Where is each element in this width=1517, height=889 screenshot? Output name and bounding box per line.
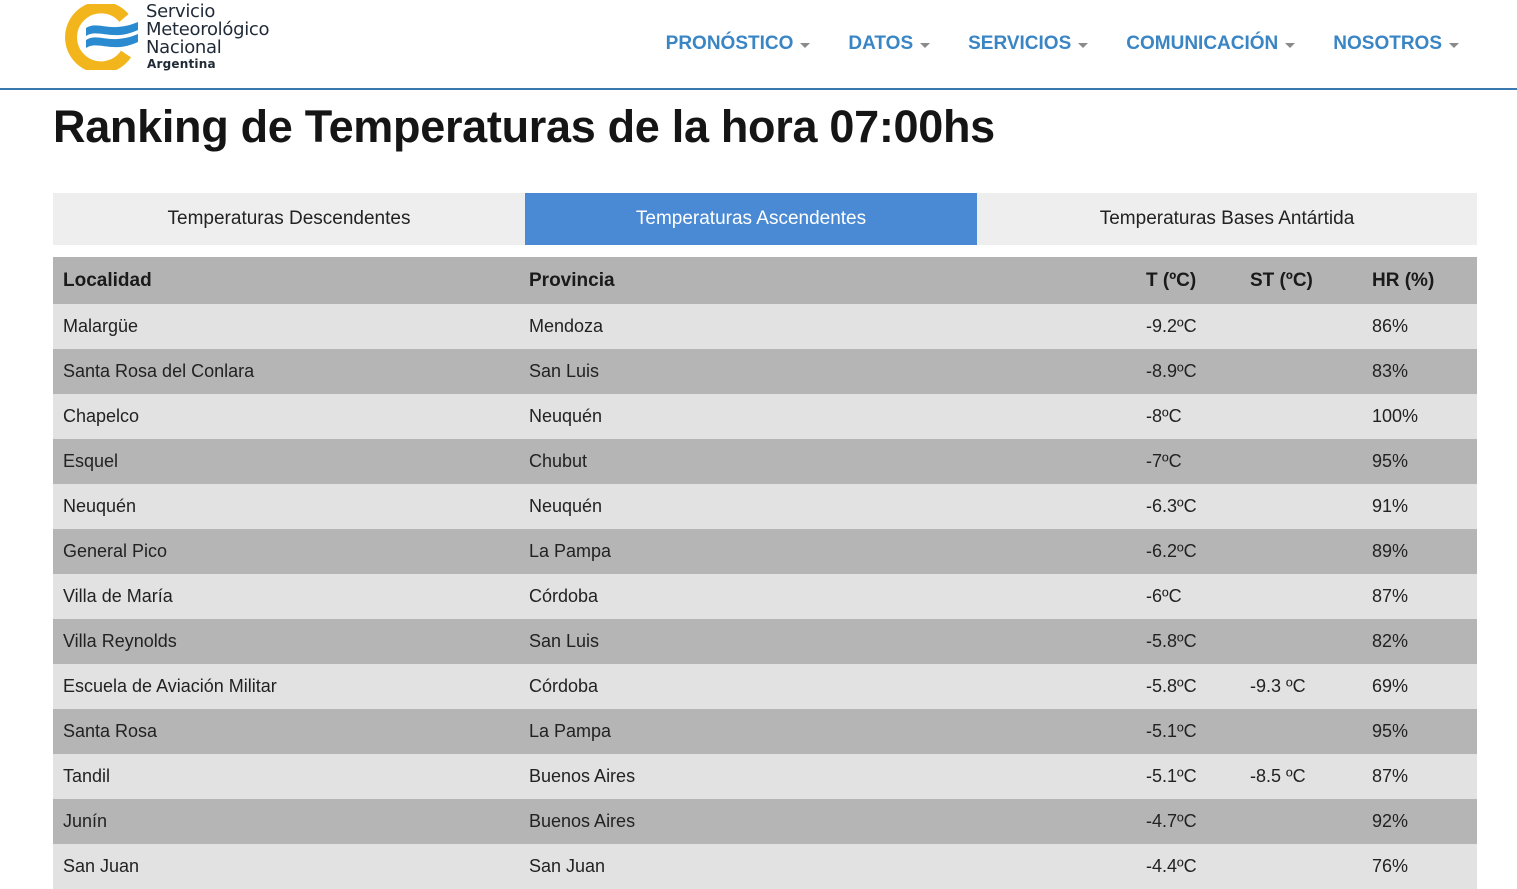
logo-wordmark	[146, 3, 269, 71]
cell-temperatura: -7ºC	[1146, 451, 1182, 471]
cell-provincia: Neuquén	[529, 496, 603, 516]
tab-temperaturas-ascendentes[interactable]: Temperaturas Ascendentes	[525, 193, 977, 245]
caret-down-icon	[920, 43, 930, 48]
cell-humedad: 100%	[1372, 406, 1419, 426]
table-row	[53, 619, 1477, 664]
ranking-table-wrapper	[53, 257, 1477, 889]
smn-logo-icon	[64, 4, 140, 70]
cell-provincia: Chubut	[529, 451, 588, 471]
nav-item-label: PRONÓSTICO	[665, 33, 794, 54]
cell-provincia: Buenos Aires	[529, 811, 636, 831]
table-body	[53, 304, 1477, 889]
cell-sensacion-termica	[1240, 529, 1362, 574]
cell-localidad: Santa Rosa del Conlara	[63, 361, 255, 381]
ranking-table	[53, 257, 1477, 889]
cell-temperatura: -9.2ºC	[1146, 316, 1197, 336]
cell-humedad: 87%	[1372, 766, 1409, 786]
ranking-tabs	[53, 193, 1477, 245]
nav-item-comunicacion[interactable]	[1126, 33, 1295, 55]
tab-temperaturas-bases-antartida[interactable]: Temperaturas Bases Antártida	[1099, 208, 1355, 229]
page-title: Ranking de Temperaturas de la hora 07:00hs	[53, 101, 995, 152]
cell-temperatura: -4.4ºC	[1146, 856, 1197, 876]
cell-localidad: Malargüe	[63, 316, 139, 336]
cell-provincia: Mendoza	[529, 316, 604, 336]
cell-humedad: 69%	[1372, 676, 1409, 696]
cell-localidad: Santa Rosa	[63, 721, 158, 741]
cell-localidad: Esquel	[63, 451, 119, 471]
caret-down-icon	[1078, 43, 1088, 48]
table-row	[53, 709, 1477, 754]
cell-sensacion-termica	[1240, 304, 1362, 349]
nav-item-label: SERVICIOS	[968, 33, 1072, 54]
caret-down-icon	[800, 43, 810, 48]
cell-temperatura: -6.3ºC	[1146, 496, 1197, 516]
cell-temperatura: -5.8ºC	[1146, 676, 1197, 696]
cell-sensacion-termica	[1240, 844, 1362, 889]
cell-localidad: Chapelco	[63, 406, 140, 426]
logo-line-2: Meteorológico	[146, 19, 270, 40]
table-row	[53, 484, 1477, 529]
caret-down-icon	[1449, 43, 1459, 48]
cell-provincia: San Luis	[529, 631, 600, 651]
column-header-provincia: Provincia	[529, 269, 615, 291]
table-row	[53, 529, 1477, 574]
cell-provincia: San Luis	[529, 361, 600, 381]
cell-humedad: 76%	[1372, 856, 1409, 876]
cell-provincia: La Pampa	[529, 541, 612, 561]
nav-item-label: COMUNICACIÓN	[1126, 33, 1279, 54]
cell-humedad: 92%	[1372, 811, 1409, 831]
cell-temperatura: -6ºC	[1146, 586, 1182, 606]
cell-temperatura: -5.1ºC	[1146, 721, 1197, 741]
tab-temperaturas-descendentes[interactable]: Temperaturas Descendentes	[167, 208, 411, 229]
column-header-sensacion-termica: ST (ºC)	[1250, 269, 1313, 291]
smn-logo[interactable]	[64, 2, 304, 74]
cell-localidad: General Pico	[63, 541, 168, 561]
cell-sensacion-termica: -8.5 ºC	[1250, 766, 1306, 786]
cell-localidad: Tandil	[63, 766, 111, 786]
cell-temperatura: -8.9ºC	[1146, 361, 1197, 381]
cell-humedad: 91%	[1372, 496, 1409, 516]
cell-temperatura: -6.2ºC	[1146, 541, 1197, 561]
nav-item-nosotros[interactable]	[1333, 33, 1459, 55]
caret-down-icon	[1285, 43, 1295, 48]
table-row	[53, 664, 1477, 709]
cell-localidad: Villa de María	[63, 586, 173, 606]
column-header-localidad: Localidad	[63, 269, 152, 291]
site-header	[0, 0, 1517, 90]
table-row	[53, 304, 1477, 349]
nav-item-servicios[interactable]	[968, 33, 1088, 55]
cell-humedad: 82%	[1372, 631, 1409, 651]
cell-humedad: 87%	[1372, 586, 1409, 606]
nav-item-label: NOSOTROS	[1333, 33, 1442, 54]
cell-temperatura: -5.8ºC	[1146, 631, 1197, 651]
table-header	[53, 257, 1477, 304]
cell-sensacion-termica	[1240, 484, 1362, 529]
table-row	[53, 844, 1477, 889]
table-row	[53, 754, 1477, 799]
cell-sensacion-termica	[1240, 439, 1362, 484]
cell-localidad: Neuquén	[63, 496, 137, 516]
nav-item-pronostico[interactable]	[666, 33, 811, 55]
cell-localidad: Villa Reynolds	[63, 631, 177, 651]
logo-country: Argentina	[147, 57, 216, 71]
cell-provincia: La Pampa	[529, 721, 612, 741]
table-row	[53, 439, 1477, 484]
column-header-temperatura: T (ºC)	[1146, 269, 1197, 291]
cell-temperatura: -5.1ºC	[1146, 766, 1197, 786]
cell-provincia: Córdoba	[529, 676, 599, 696]
cell-humedad: 86%	[1372, 316, 1409, 336]
cell-sensacion-termica	[1240, 349, 1362, 394]
column-header-humedad: HR (%)	[1372, 269, 1435, 291]
cell-provincia: Neuquén	[529, 406, 603, 426]
table-header-row	[53, 257, 1477, 304]
cell-sensacion-termica	[1240, 709, 1362, 754]
table-row	[53, 394, 1477, 439]
logo-line-3: Nacional	[146, 37, 222, 58]
cell-sensacion-termica	[1240, 799, 1362, 844]
cell-humedad: 83%	[1372, 361, 1409, 381]
logo-line-1: Servicio	[146, 1, 216, 22]
cell-sensacion-termica	[1240, 394, 1362, 439]
cell-temperatura: -8ºC	[1146, 406, 1182, 426]
cell-provincia: Buenos Aires	[529, 766, 636, 786]
nav-item-label: DATOS	[848, 33, 914, 54]
cell-sensacion-termica: -9.3 ºC	[1250, 676, 1306, 696]
cell-humedad: 89%	[1372, 541, 1409, 561]
cell-sensacion-termica	[1240, 574, 1362, 619]
cell-humedad: 95%	[1372, 721, 1409, 741]
cell-provincia: San Juan	[529, 856, 606, 876]
cell-provincia: Córdoba	[529, 586, 599, 606]
cell-localidad: San Juan	[63, 856, 140, 876]
table-row	[53, 799, 1477, 844]
table-row	[53, 574, 1477, 619]
cell-sensacion-termica	[1240, 619, 1362, 664]
main-nav	[628, 33, 1459, 55]
table-row	[53, 349, 1477, 394]
cell-humedad: 95%	[1372, 451, 1409, 471]
cell-localidad: Junín	[63, 811, 108, 831]
nav-item-datos[interactable]	[848, 33, 930, 55]
cell-temperatura: -4.7ºC	[1146, 811, 1197, 831]
cell-localidad: Escuela de Aviación Militar	[63, 676, 277, 696]
